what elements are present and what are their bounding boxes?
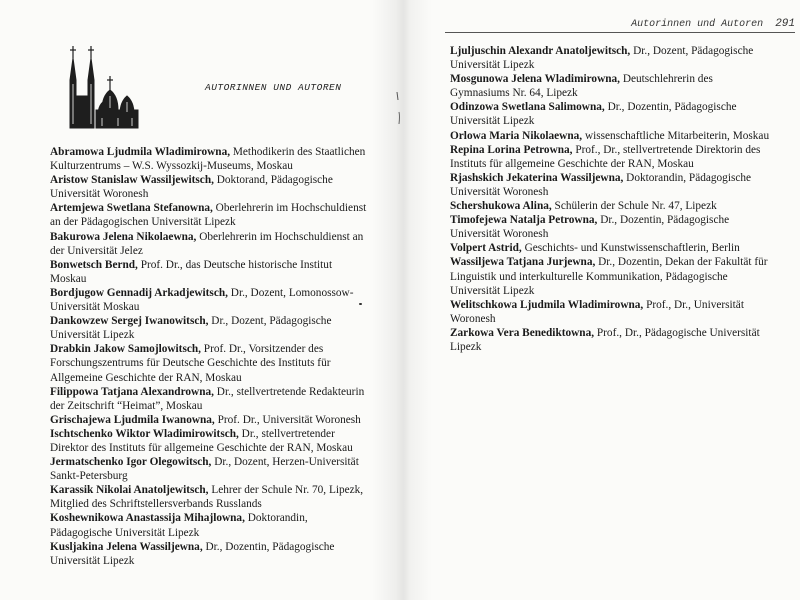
author-entry	[50, 413, 370, 427]
author-list-right	[450, 44, 770, 354]
author-name: Karassik Nikolai Anatoljewitsch,	[50, 484, 209, 497]
author-entry	[50, 314, 370, 342]
author-description: Doktorand, Pädagogische Universität Woronesh	[50, 174, 333, 201]
author-entry	[50, 258, 370, 286]
author-name: Dankowzew Sergej Iwanowitsch,	[50, 315, 209, 328]
author-name: Mosgunowa Jelena Wladimirowna,	[450, 73, 620, 86]
author-name: Zarkowa Vera Benediktowna,	[450, 326, 595, 339]
author-name: Orlowa Maria Nikolaewna,	[450, 129, 583, 142]
author-description: Schülerin der Schule Nr. 47, Lipezk	[554, 200, 717, 213]
author-entry	[450, 255, 770, 297]
author-description: wissenschaftliche Mitarbeiterin, Moskau	[584, 129, 770, 142]
author-description: Dr., stellvertretende Redakteurin der Zeitschrift “Heimat”, Moskau	[50, 385, 365, 412]
author-description: Prof., Dr., stellvertretende Direktorin des Instituts für allgemeine Geschichte der RAN, Moskau	[450, 143, 761, 170]
author-description: Dr., Dozentin, Pädagogische Universität Lipezk	[50, 540, 335, 567]
author-description: Dr., stellvertretender Direktor des Instituts für allgemeine Geschichte der RAN, Moskau	[50, 427, 353, 454]
author-name: Abramowa Ljudmila Wladimirowna,	[50, 146, 231, 158]
author-name: Volpert Astrid,	[450, 242, 522, 255]
author-entry	[450, 298, 770, 326]
author-name: Grischajewa Ljudmila Iwanowna,	[50, 413, 215, 426]
author-entry	[450, 199, 770, 213]
author-name: Schershukowa Alina,	[450, 200, 552, 213]
author-description: Prof. Dr., das Deutsche historische Institut Moskau	[50, 258, 333, 285]
page-number: 291	[775, 18, 795, 30]
author-description: Methodikerin des Staatlichen Kulturzentrums – W.S. Wyssozkij-Museums, Moskau	[50, 146, 366, 173]
author-description: Lehrer der Schule Nr. 70, Lipezk, Mitglied des Schriftstellersverbands Russlands	[50, 484, 364, 511]
author-name: Rjashskich Jekaterina Wassiljewna,	[450, 171, 624, 184]
author-description: Doktorandin, Pädagogische Universität Woronesh	[450, 171, 752, 198]
section-title: AUTORINNEN UND AUTOREN	[205, 82, 342, 93]
author-description: Dr., Dozentin, Pädagogische Universität Woronesh	[450, 214, 730, 241]
author-name: Bonwetsch Bernd,	[50, 258, 138, 271]
author-entry	[50, 173, 370, 201]
author-description: Prof., Dr., Universität Woronesh	[450, 298, 744, 325]
author-description: Dr., Dozent, Lomonossow-Universität Moskau	[50, 286, 354, 314]
author-description: Doktorandin, Pädagogische Universität Lipezk	[50, 512, 308, 539]
author-entry	[50, 455, 370, 483]
author-description: Prof. Dr., Universität Woronesh	[217, 413, 361, 426]
author-name: Kusljakina Jelena Wassiljewna,	[50, 540, 203, 553]
author-entry	[450, 326, 770, 354]
author-entry	[50, 511, 370, 539]
author-entry	[450, 213, 770, 241]
author-description: Dr., Dozent, Pädagogische Universität Lipezk	[450, 45, 754, 72]
author-description: Oberlehrerin im Hochschuldienst an der Universität Jelez	[50, 230, 364, 257]
author-entry	[450, 171, 770, 199]
author-entry	[50, 342, 370, 384]
author-entry	[450, 241, 770, 255]
author-name: Odinzowa Swetlana Salimowna,	[450, 101, 605, 114]
page-mark	[359, 303, 362, 305]
author-entry	[450, 44, 770, 72]
author-name: Bordjugow Gennadij Arkadjewitsch,	[50, 286, 228, 299]
right-page	[405, 0, 800, 600]
author-name: Ljuljuschin Alexandr Anatoljewitsch,	[450, 45, 631, 57]
cathedral-emblem-icon	[62, 40, 152, 130]
author-name: Artemjewa Swetlana Stefanowna,	[50, 202, 213, 215]
author-entry	[50, 201, 370, 229]
author-name: Repina Lorina Petrowna,	[450, 143, 573, 156]
author-name: Welitschkowa Ljudmila Wladimirowna,	[450, 298, 644, 311]
author-description: Prof., Dr., Pädagogische Universität Lipezk	[450, 326, 760, 353]
author-entry	[50, 540, 370, 568]
author-entry	[50, 385, 370, 413]
author-name: Wassiljewa Tatjana Jurjewna,	[450, 256, 596, 269]
author-name: Aristow Stanislaw Wassiljewitsch,	[50, 174, 214, 187]
author-description: Oberlehrerin im Hochschuldienst an der Pädagogischen Universität Lipezk	[50, 202, 367, 229]
author-name: Koshewnikowa Anastassija Mihajlowna,	[50, 512, 245, 525]
author-entry	[450, 129, 770, 143]
left-page	[0, 0, 395, 600]
running-head-title: Autorinnen und Autoren	[631, 19, 764, 30]
author-entry	[50, 427, 370, 455]
author-entry	[50, 483, 370, 511]
author-list-left	[50, 145, 370, 568]
author-entry	[50, 286, 370, 314]
author-entry	[450, 143, 770, 171]
author-description: Dr., Dozent, Herzen-Universität Sankt-Petersburg	[50, 456, 359, 483]
author-name: Timofejewa Natalja Petrowna,	[450, 214, 598, 227]
author-entry	[50, 145, 370, 173]
author-name: Bakurowa Jelena Nikolaewna,	[50, 230, 197, 243]
author-name: Jermatschenko Igor Olegowitsch,	[50, 456, 212, 469]
author-entry	[450, 72, 770, 100]
author-description: Geschichts- und Kunstwissenschaftlerin, Berlin	[524, 242, 740, 255]
author-entry	[450, 100, 770, 128]
author-name: Filippowa Tatjana Alexandrowna,	[50, 385, 214, 398]
author-name: Ischtschenko Wiktor Wladimirowitsch,	[50, 427, 239, 440]
author-description: Prof. Dr., Vorsitzender des Forschungszentrums für Deutsche Geschichte des Instituts für Allgemeine Geschichte der RAN, Moskau	[50, 343, 331, 384]
running-head	[445, 12, 795, 33]
author-description: Deutschlehrerin des Gymnasiums Nr. 64, Lipezk	[450, 73, 713, 100]
author-entry	[50, 230, 370, 258]
author-name: Drabkin Jakow Samojlowitsch,	[50, 343, 201, 356]
author-description: Dr., Dozentin, Dekan der Fakultät für Linguistik und interkulturelle Kommunikation, Pädagogische Universität Lipezk	[450, 256, 768, 297]
author-description: Dr., Dozentin, Pädagogische Universität Lipezk	[450, 101, 737, 128]
author-description: Dr., Dozent, Pädagogische Universität Lipezk	[50, 315, 332, 342]
